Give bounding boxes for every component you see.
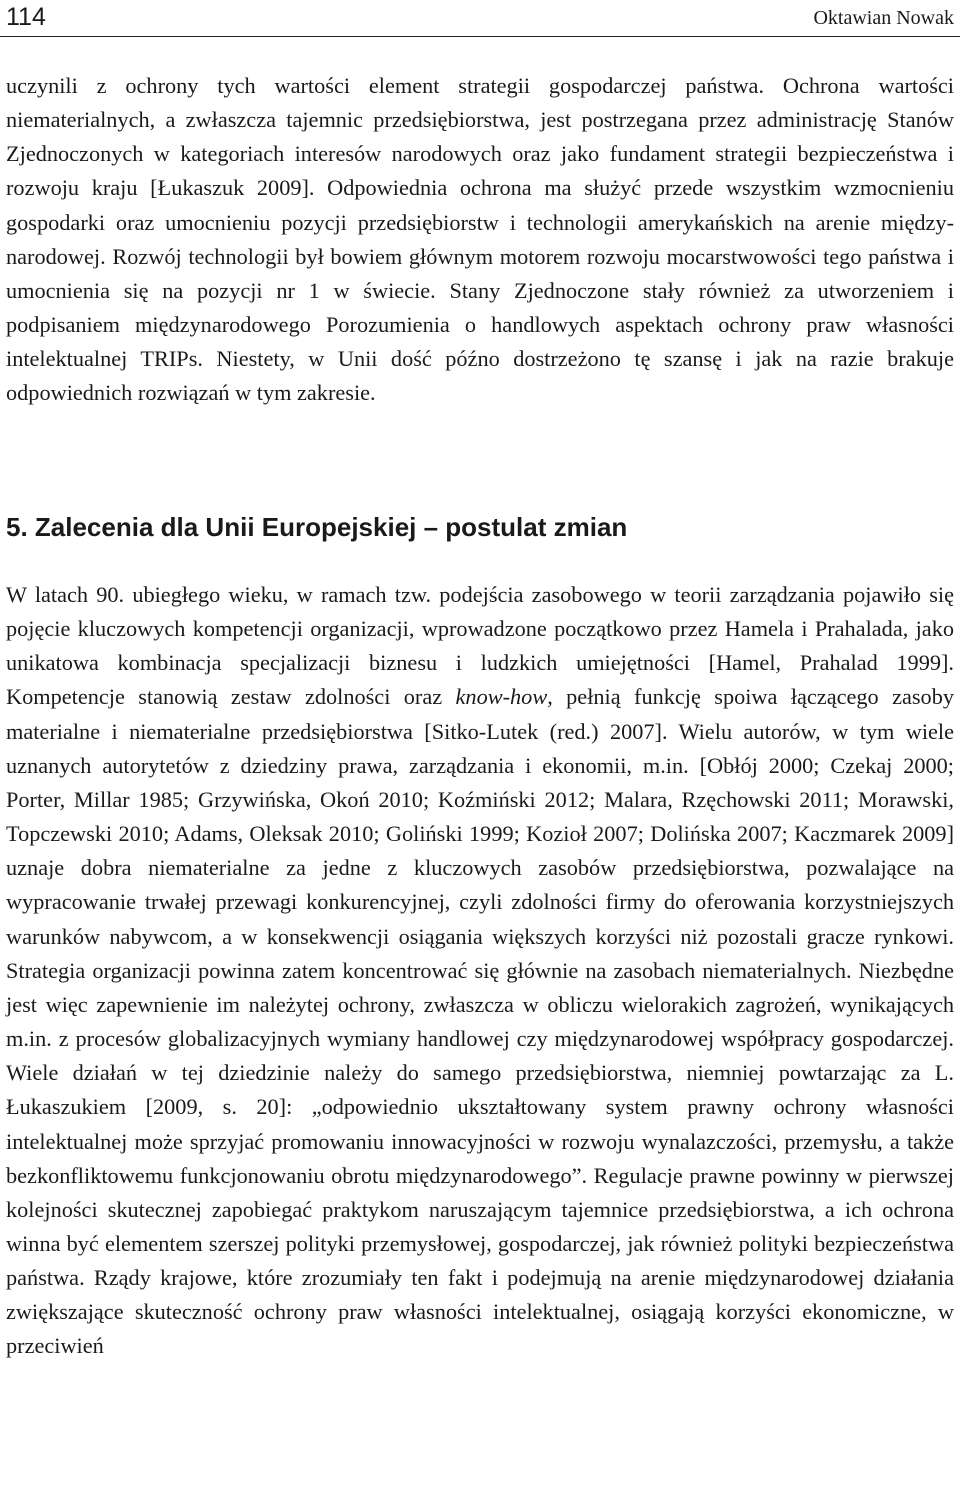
section-heading: 5. Zalecenia dla Unii Europejskiej – postulat zmian bbox=[6, 512, 628, 542]
paragraph-2-part-1: W latach 90. ubiegłego wieku, w ramach tzw. podejścia zasobowego w teorii zarządzania pojawiło się pojęcie kluczowych kompetencji organizacji, wprowadzone początkowo przez Hamela i Prahalada, jako unikatowa kombinacja specjalizacji biznesu i ludzkich umiejętności [Hamel, Prahalad 1999]. Kompetencje stanowią zestaw zdolności oraz bbox=[6, 582, 954, 710]
paragraph-2-italic-term: know-how bbox=[455, 684, 548, 710]
body-paragraph-1: uczynili z ochrony tych wartości element strategii gospodarczej państwa. Ochrona wartości niematerialnych, a zwłaszcza tajemnic przedsiębiorstwa, jest postrzegana przez administrację Stanów Zjednoczonych w kategoriach interesów narodowych oraz jako fundament strategii bezpieczeństwa i rozwoju kraju [Łukaszuk 2009]. Odpowiednia ochrona ma służyć przede wszystkim wzmocnieniu gospodarki oraz umocnieniu pozycji przedsiębiorstw i technologii amerykańskich na arenie międzynarodowej. Rozwój technologii był bowiem głównym motorem rozwoju mocarstwowości tego państwa i umocnienia się na pozycji nr 1 w świecie. Stany Zjednoczone stały również za utworzeniem i podpisaniem międzynarodowego Porozumienia o handlowych aspektach ochrony praw własności intelektualnej TRIPs. Niestety, w Unii dość późno dostrzeżono tę szansę i jak na razie brakuje odpowiednich rozwiązań w tym zakresie. bbox=[6, 73, 954, 406]
page-header bbox=[0, 0, 960, 37]
page-number: 114 bbox=[6, 3, 46, 31]
running-head-author: Oktawian Nowak bbox=[813, 7, 954, 29]
paragraph-2-part-2: , pełnią funkcję spoiwa łączącego zasoby materialne i niematerialne przedsiębiorstwa [Sitko-Lutek (red.) 2007]. Wielu autorów, w tym wiele uznanych autorytetów z dziedziny prawa, zarządzania i ekonomii, m.in. [Obłój 2000; Czekaj 2000; Porter, Millar 1985; Grzywińska, Okoń 2010; Koźmiński 2012; Malara, Rzęchowski 2011; Morawski, Topczewski 2010; Adams, Oleksak 2010; Goliński 1999; Kozioł 2007; Dolińska 2007; Kaczmarek 2009] uznaje dobra niematerialne za jedne z kluczowych zasobów przedsiębiorstwa, pozwalające na wypracowanie trwałej przewagi konkurencyjnej, czyli zdolności firmy do oferowania korzystniejszych warunków nabywcom, a w konsekwencji osiągania większych korzyści niż pozostali gracze rynkowi. Strategia organizacji powinna zatem koncentrować się głównie na zasobach niematerialnych. Niezbędne jest więc zapewnienie im należytej ochrony, zwłaszcza w obliczu wielorakich zagrożeń, wynikających m.in. z procesów globalizacyjnych wymiany handlowej czy międzynarodowej współpracy gospodarczej. Wiele działań w tej dziedzinie należy do samego przedsiębiorstwa, niemniej powtarzając za L. Łukaszukiem [2009, s. 20]: „odpowiednio ukształtowany system prawny ochrony własności intelektualnej może sprzyjać promowaniu innowacyjności w rozwoju wynalazczości, przemysłu, a także bezkonfliktowemu funkcjonowaniu obrotu międzynarodowego”. Regulacje prawne powinny w pierwszej kolejności skutecznej zapobiegać praktykom naruszającym tajemnice przedsiębiorstwa, a ich ochrona winna być elementem szerszej polityki przemysłowej, gospodarczej, jak również polityki bezpieczeństwa państwa. Rządy krajowe, które zrozumiały ten fakt i podejmują na arenie międzynarodowej działania zwiększające skuteczność ochrony praw własności intelektualnej, osiągają korzyści ekonomiczne, w przeciwień bbox=[6, 684, 954, 1359]
body-paragraph-2 bbox=[6, 578, 954, 1364]
